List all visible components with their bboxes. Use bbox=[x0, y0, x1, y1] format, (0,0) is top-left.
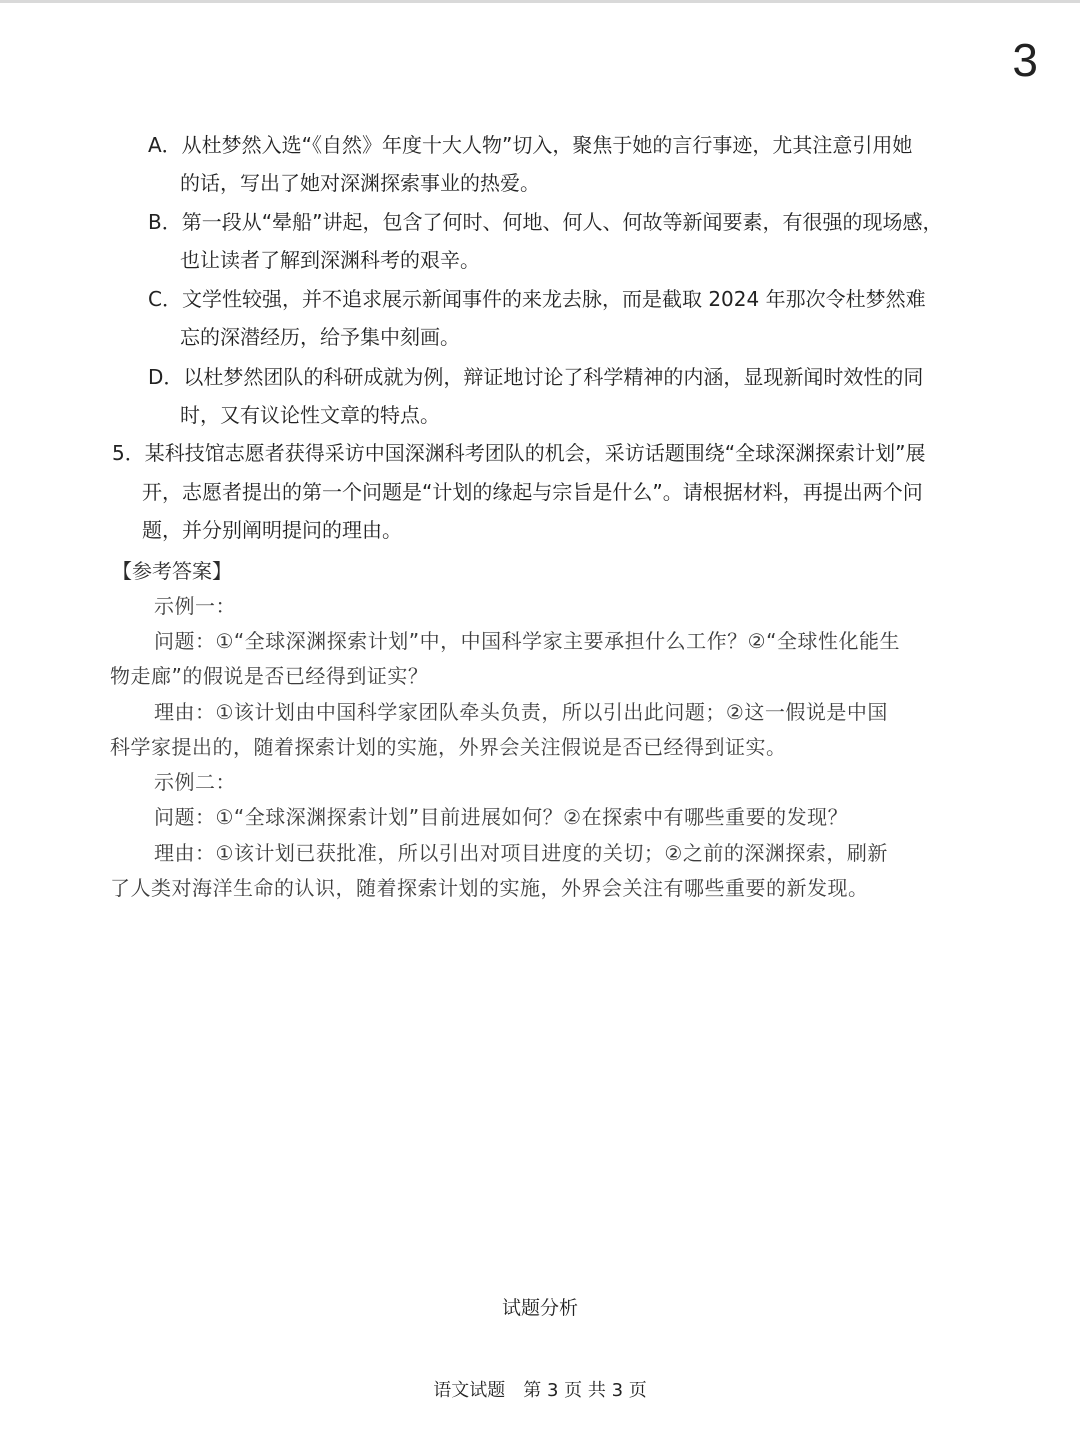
question-5-line-2: 开，志愿者提出的第一个问题是“计划的缘起与宗旨是什么”。请根据材料，再提出两个问 bbox=[142, 480, 923, 504]
page-footer: 语文试题 第 3 页 共 3 页 bbox=[433, 1380, 647, 1401]
corner-page-number: 3 bbox=[1012, 34, 1038, 86]
example-1-reason-line-2: 科学家提出的，随着探索计划的实施，外界会关注假说是否已经得到证实。 bbox=[110, 735, 787, 759]
option-d-line-1: D．以杜梦然团队的科研成就为例，辩证地讨论了科学精神的内涵，显现新闻时效性的同 bbox=[148, 365, 924, 389]
answer-title: 【参考答案】 bbox=[112, 559, 232, 583]
option-b-line-1: B．第一段从“晕船”讲起，包含了何时、何地、何人、何故等新闻要素，有很强的现场感， bbox=[148, 210, 943, 234]
page-top-edge bbox=[0, 0, 1080, 3]
option-a-line-1: A．从杜梦然入选“《自然》年度十大人物”切入，聚焦于她的言行事迹，尤其注意引用她 bbox=[148, 133, 913, 157]
example-1-question-line-1: 问题：①“全球深渊探索计划”中，中国科学家主要承担什么工作？②“全球性化能生 bbox=[154, 629, 900, 653]
option-c-line-1: C．文学性较强，并不追求展示新闻事件的来龙去脉，而是截取 2024 年那次令杜梦然难 bbox=[148, 287, 926, 311]
option-d-line-2: 时，又有议论性文章的特点。 bbox=[180, 403, 440, 427]
option-c-line-2: 忘的深潜经历，给予集中刻画。 bbox=[180, 325, 460, 349]
section-title: 试题分析 bbox=[501, 1297, 578, 1319]
example-2-reason-line-2: 了人类对海洋生命的认识，随着探索计划的实施，外界会关注有哪些重要的新发现。 bbox=[110, 876, 869, 900]
option-a-line-2: 的话，写出了她对深渊探索事业的热爱。 bbox=[180, 171, 540, 195]
example-1-reason-line-1: 理由：①该计划由中国科学家团队牵头负责，所以引出此问题；②这一假说是中国 bbox=[154, 700, 888, 724]
example-1-question-line-2: 物走廊”的假说是否已经得到证实？ bbox=[110, 664, 429, 688]
option-b-line-2: 也让读者了解到深渊科考的艰辛。 bbox=[180, 248, 480, 272]
question-5-line-3: 题，并分别阐明提问的理由。 bbox=[142, 518, 402, 542]
question-5-line-1: 5．某科技馆志愿者获得采访中国深渊科考团队的机会，采访话题围绕“全球深渊探索计划”展 bbox=[112, 441, 926, 465]
example-1-label: 示例一： bbox=[154, 594, 236, 618]
example-2-label: 示例二： bbox=[154, 770, 236, 794]
example-2-reason-line-1: 理由：①该计划已获批准，所以引出对项目进度的关切；②之前的深渊探索，刷新 bbox=[154, 841, 888, 865]
example-2-question-line-1: 问题：①“全球深渊探索计划”目前进展如何？②在探索中有哪些重要的发现？ bbox=[154, 805, 849, 829]
